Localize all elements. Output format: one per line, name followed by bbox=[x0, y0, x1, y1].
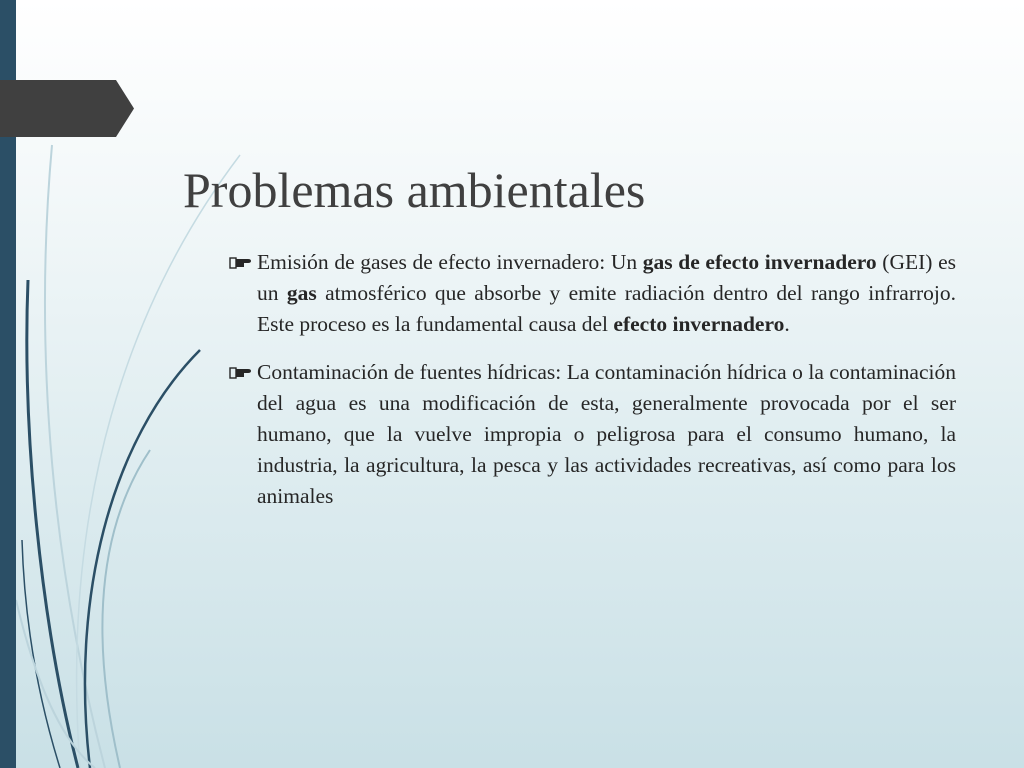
bullet-text-bold-segment: efecto invernadero bbox=[613, 312, 785, 336]
bullet-item bbox=[228, 247, 956, 340]
slide-title: Problemas ambientales bbox=[183, 162, 646, 218]
bullet-item bbox=[228, 357, 956, 512]
bullet-text-segment: Emisión de gases de efecto invernadero: Un bbox=[257, 250, 643, 274]
pointing-hand-icon bbox=[229, 255, 253, 269]
bullet-text-segment: . bbox=[784, 312, 790, 336]
bullet-text-2 bbox=[257, 360, 956, 508]
bullet-text-1 bbox=[257, 250, 956, 336]
bullet-text-segment: Contaminación de fuentes hídricas: La contaminación hídrica o la contaminación del agua es una modificación de esta, generalmente provocada por el ser humano, que la vuelve impropia o peligrosa para el consumo humano, la industria, la agricultura, la pesca y las actividades recreativas, así como para los animales bbox=[257, 360, 956, 508]
bullet-text-segment: (GEI) es un bbox=[257, 250, 956, 305]
bullet-list bbox=[228, 247, 956, 529]
bullet-text-bold-segment: gas bbox=[286, 281, 317, 305]
pointing-hand-icon bbox=[229, 365, 253, 379]
title-tab-shape bbox=[0, 80, 134, 137]
bullet-text-segment: atmosférico que absorbe y emite radiación dentro del rango infrarrojo. Este proceso es la fundamental causa del bbox=[257, 281, 957, 336]
bullet-text-bold-segment: gas de efecto invernadero bbox=[642, 250, 877, 274]
